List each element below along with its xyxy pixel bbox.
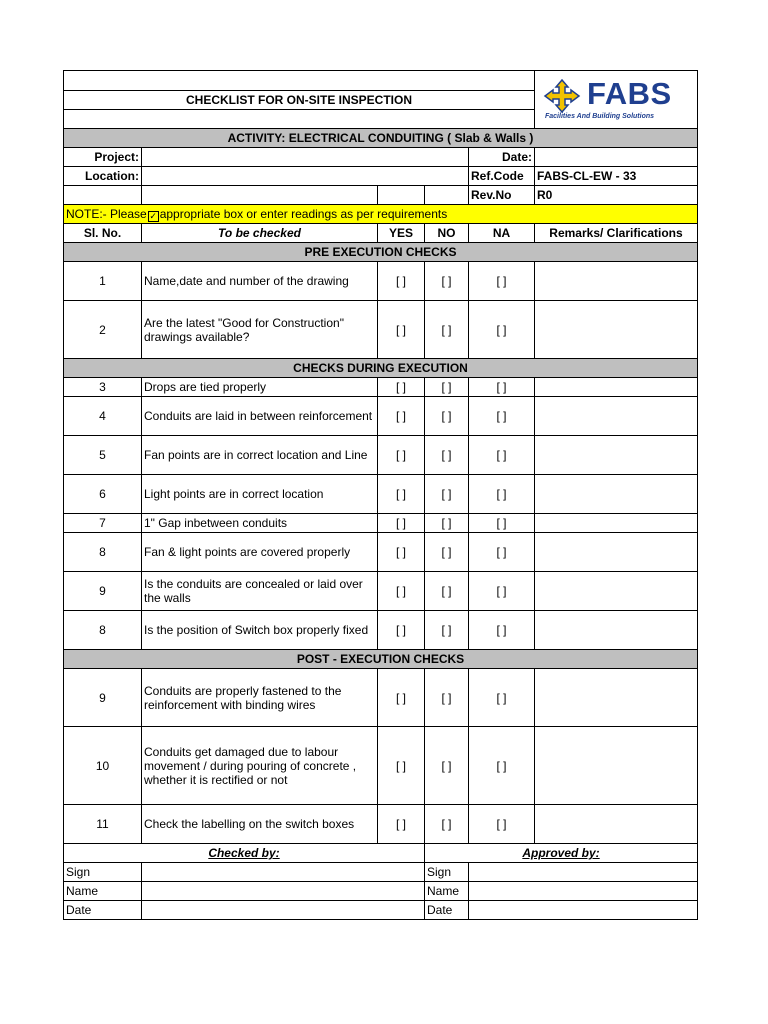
checked-name-label: Name (64, 882, 142, 901)
header-blank-bottom (64, 110, 535, 129)
approved-name-label: Name (425, 882, 469, 901)
no-box[interactable]: [ ] (425, 262, 469, 301)
col-header-no: NO (425, 224, 469, 243)
refcode-label: Ref.Code (469, 167, 535, 186)
activity-title: ACTIVITY: ELECTRICAL CONDUITING ( Slab & Walls ) (64, 129, 698, 148)
check-item: Drops are tied properly (142, 378, 378, 397)
no-box[interactable]: [ ] (425, 805, 469, 844)
col-header-yes: YES (378, 224, 425, 243)
remarks-field[interactable] (535, 262, 698, 301)
row-number: 8 (64, 533, 142, 572)
col-header-na: NA (469, 224, 535, 243)
date-label: Date: (469, 148, 535, 167)
approved-by-heading: Approved by: (425, 844, 698, 863)
no-box[interactable]: [ ] (425, 436, 469, 475)
remarks-field[interactable] (535, 378, 698, 397)
no-box[interactable]: [ ] (425, 533, 469, 572)
no-box[interactable]: [ ] (425, 378, 469, 397)
location-label: Location: (64, 167, 142, 186)
check-item: Fan & light points are covered properly (142, 533, 378, 572)
note-text-before: NOTE:- Please (66, 206, 147, 221)
logo-brand: FABS (587, 76, 672, 111)
blank-cell (378, 186, 425, 205)
approved-date-field[interactable] (469, 901, 698, 920)
row-number: 4 (64, 397, 142, 436)
yes-box[interactable]: [ ] (378, 397, 425, 436)
check-item: Is the conduits are concealed or laid over the walls (142, 572, 378, 611)
yes-box[interactable]: [ ] (378, 805, 425, 844)
na-box[interactable]: [ ] (469, 611, 535, 650)
row-number: 2 (64, 301, 142, 359)
check-item: Conduits get damaged due to labour movement / during pouring of concrete , whether it is rectified or not (142, 727, 378, 805)
revno-label: Rev.No (469, 186, 535, 205)
checked-sign-field[interactable] (142, 863, 425, 882)
na-box[interactable]: [ ] (469, 533, 535, 572)
remarks-field[interactable] (535, 436, 698, 475)
yes-box[interactable]: [ ] (378, 475, 425, 514)
remarks-field[interactable] (535, 727, 698, 805)
na-box[interactable]: [ ] (469, 475, 535, 514)
col-header-slno: Sl. No. (64, 224, 142, 243)
remarks-field[interactable] (535, 475, 698, 514)
check-item: Check the labelling on the switch boxes (142, 805, 378, 844)
na-box[interactable]: [ ] (469, 572, 535, 611)
date-field[interactable] (535, 148, 698, 167)
checked-sign-label: Sign (64, 863, 142, 882)
yes-box[interactable]: [ ] (378, 378, 425, 397)
yes-box[interactable]: [ ] (378, 301, 425, 359)
row-number: 3 (64, 378, 142, 397)
checklist-table (63, 70, 698, 920)
checked-date-label: Date (64, 901, 142, 920)
check-item: Is the position of Switch box properly fixed (142, 611, 378, 650)
logo (535, 71, 698, 129)
revno-value: R0 (535, 186, 698, 205)
check-item: Name,date and number of the drawing (142, 262, 378, 301)
header-blank-top (64, 71, 535, 91)
no-box[interactable]: [ ] (425, 727, 469, 805)
no-box[interactable]: [ ] (425, 669, 469, 727)
checked-by-heading: Checked by: (64, 844, 425, 863)
location-field[interactable] (142, 167, 469, 186)
check-item: Conduits are properly fastened to the reinforcement with binding wires (142, 669, 378, 727)
blank-cell (425, 186, 469, 205)
na-box[interactable]: [ ] (469, 669, 535, 727)
col-header-check: To be checked (142, 224, 378, 243)
yes-box[interactable]: [ ] (378, 533, 425, 572)
page-title: CHECKLIST FOR ON-SITE INSPECTION (64, 91, 535, 110)
project-label: Project: (64, 148, 142, 167)
approved-sign-label: Sign (425, 863, 469, 882)
yes-box[interactable]: [ ] (378, 514, 425, 533)
note-text-after: appropriate box or enter readings as per requirements (159, 206, 448, 221)
remarks-field[interactable] (535, 611, 698, 650)
yes-box[interactable]: [ ] (378, 727, 425, 805)
na-box[interactable]: [ ] (469, 301, 535, 359)
row-number: 10 (64, 727, 142, 805)
na-box[interactable]: [ ] (469, 262, 535, 301)
check-item: Conduits are laid in between reinforcement (142, 397, 378, 436)
logo-tagline: Facilities And Building Solutions (545, 113, 655, 120)
yes-box[interactable]: [ ] (378, 611, 425, 650)
check-item: Are the latest "Good for Construction" drawings available? (142, 301, 378, 359)
na-box[interactable]: [ ] (469, 805, 535, 844)
checked-name-field[interactable] (142, 882, 425, 901)
no-box[interactable]: [ ] (425, 397, 469, 436)
checked-date-field[interactable] (142, 901, 425, 920)
yes-box[interactable]: [ ] (378, 262, 425, 301)
na-box[interactable]: [ ] (469, 397, 535, 436)
na-box[interactable]: [ ] (469, 378, 535, 397)
approved-name-field[interactable] (469, 882, 698, 901)
row-number: 5 (64, 436, 142, 475)
remarks-field[interactable] (535, 669, 698, 727)
no-box[interactable]: [ ] (425, 475, 469, 514)
blank-cell (142, 186, 378, 205)
section-during-title: CHECKS DURING EXECUTION (64, 359, 698, 378)
no-box[interactable]: [ ] (425, 514, 469, 533)
remarks-field[interactable] (535, 533, 698, 572)
cross-arrows-icon (543, 79, 581, 113)
row-number: 8 (64, 611, 142, 650)
na-box[interactable]: [ ] (469, 727, 535, 805)
no-box[interactable]: [ ] (425, 572, 469, 611)
remarks-field[interactable] (535, 572, 698, 611)
approved-sign-field[interactable] (469, 863, 698, 882)
yes-box[interactable]: [ ] (378, 572, 425, 611)
row-number: 1 (64, 262, 142, 301)
col-header-remarks: Remarks/ Clarifications (535, 224, 698, 243)
row-number: 6 (64, 475, 142, 514)
yes-box[interactable]: [ ] (378, 436, 425, 475)
check-item: 1" Gap inbetween conduits (142, 514, 378, 533)
remarks-field[interactable] (535, 301, 698, 359)
check-item: Light points are in correct location (142, 475, 378, 514)
blank-cell (64, 186, 142, 205)
refcode-value: FABS-CL-EW - 33 (535, 167, 698, 186)
note-row (64, 205, 698, 224)
section-post-title: POST - EXECUTION CHECKS (64, 650, 698, 669)
project-field[interactable] (142, 148, 469, 167)
row-number: 9 (64, 669, 142, 727)
remarks-field[interactable] (535, 397, 698, 436)
no-box[interactable]: [ ] (425, 301, 469, 359)
approved-date-label: Date (425, 901, 469, 920)
section-pre-title: PRE EXECUTION CHECKS (64, 243, 698, 262)
remarks-field[interactable] (535, 514, 698, 533)
na-box[interactable]: [ ] (469, 514, 535, 533)
row-number: 11 (64, 805, 142, 844)
yes-box[interactable]: [ ] (378, 669, 425, 727)
checkbox-checked-icon: ✓ (149, 210, 157, 221)
remarks-field[interactable] (535, 805, 698, 844)
na-box[interactable]: [ ] (469, 436, 535, 475)
no-box[interactable]: [ ] (425, 611, 469, 650)
row-number: 7 (64, 514, 142, 533)
check-item: Fan points are in correct location and Line (142, 436, 378, 475)
row-number: 9 (64, 572, 142, 611)
